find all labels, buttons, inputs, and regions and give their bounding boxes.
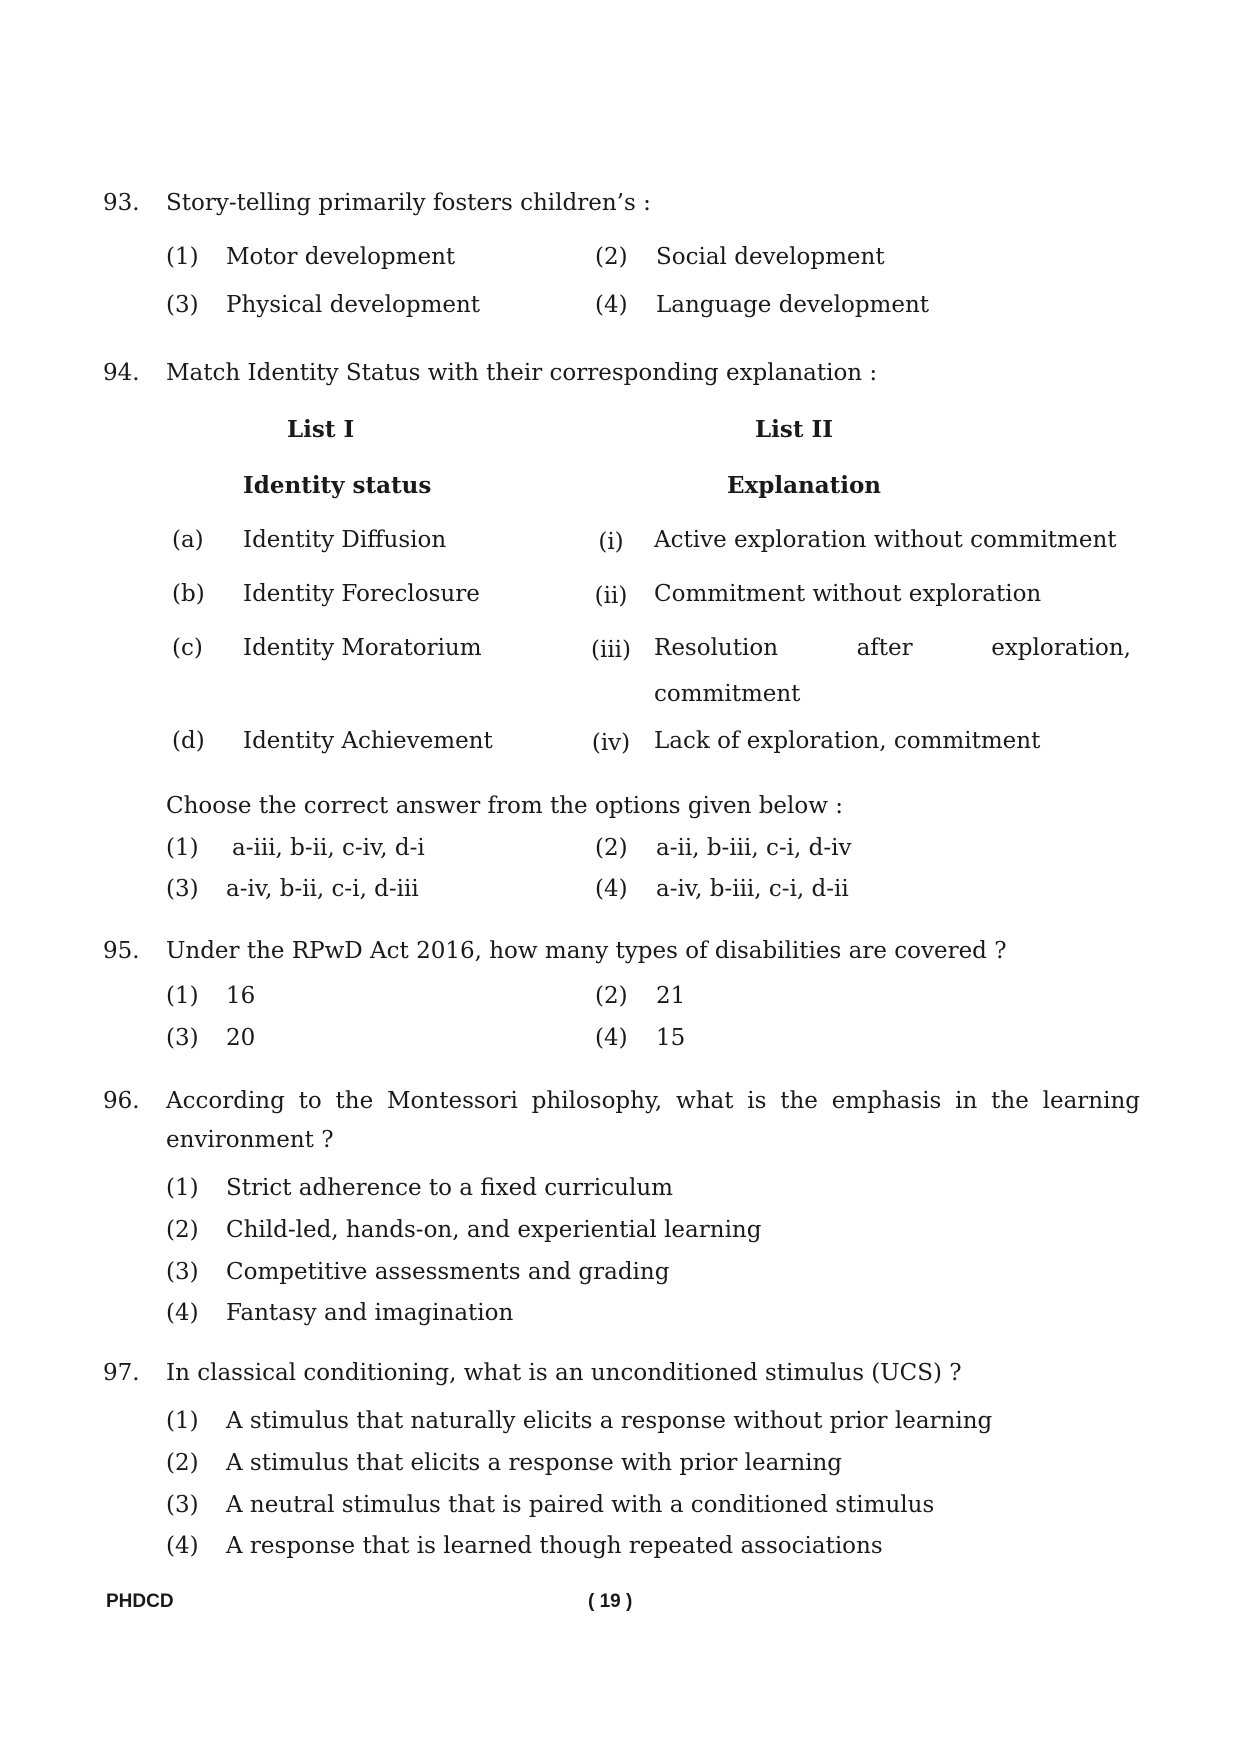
option-number: (2) (595, 983, 628, 1009)
option-number: (4) (595, 1025, 628, 1051)
option-text: 21 (656, 983, 686, 1009)
option-number: (2) (595, 835, 628, 861)
row-label: (c) (172, 635, 203, 661)
roman-numeral: (iii) (590, 637, 631, 663)
option-number: (3) (166, 292, 199, 318)
roman-numeral: (iv) (591, 730, 631, 756)
option-text: A response that is learned though repeated associations (226, 1533, 883, 1559)
list-2-explanation: Commitment without exploration (654, 581, 1042, 607)
list-2-explanation: Lack of exploration, commitment (654, 728, 1041, 754)
row-label: (d) (172, 728, 205, 754)
option-number: (2) (595, 244, 628, 270)
list-1-heading: Identity status (243, 472, 432, 499)
question-text: According to the Montessori philosophy, what is the emphasis in the learning (166, 1088, 1140, 1114)
option-number: (4) (595, 292, 628, 318)
option-number: (1) (166, 244, 199, 270)
option-number: (3) (166, 1025, 199, 1051)
option-text: Social development (656, 244, 885, 270)
option-text: a-iv, b-ii, c-i, d-iii (226, 876, 419, 902)
question-text: Story-telling primarily fosters children’s : (166, 190, 651, 216)
option-text: Competitive assessments and grading (226, 1259, 670, 1285)
option-number: (3) (166, 1492, 199, 1518)
choose-instruction: Choose the correct answer from the options given below : (166, 793, 843, 819)
option-number: (1) (166, 1408, 199, 1434)
list-1-title: List I (287, 416, 355, 443)
list-2-heading: Explanation (727, 472, 882, 499)
row-label: (b) (172, 581, 205, 607)
option-number: (1) (166, 835, 199, 861)
list-2-title: List II (755, 416, 834, 443)
option-text: a-ii, b-iii, c-i, d-iv (656, 835, 852, 861)
option-text: A neutral stimulus that is paired with a conditioned stimulus (226, 1492, 935, 1518)
option-number: (1) (166, 983, 199, 1009)
question-text: Under the RPwD Act 2016, how many types of disabilities are covered ? (166, 938, 1007, 964)
option-text: A stimulus that naturally elicits a response without prior learning (226, 1408, 993, 1434)
list-2-explanation-continued: commitment (654, 681, 801, 707)
page-number: ( 19 ) (588, 1591, 633, 1612)
question-number: 94. (103, 360, 140, 386)
option-text: 20 (226, 1025, 256, 1051)
list-2-explanation: Active exploration without commitment (654, 527, 1117, 553)
option-text: Motor development (226, 244, 456, 270)
option-number: (3) (166, 1259, 199, 1285)
question-text: In classical conditioning, what is an unconditioned stimulus (UCS) ? (166, 1360, 962, 1386)
option-text: a-iv, b-iii, c-i, d-ii (656, 876, 849, 902)
list-1-item: Identity Achievement (243, 728, 493, 754)
option-text: Strict adherence to a fixed curriculum (226, 1175, 673, 1201)
question-number: 96. (103, 1088, 140, 1114)
option-text: A stimulus that elicits a response with prior learning (226, 1450, 843, 1476)
option-number: (4) (166, 1533, 199, 1559)
question-number: 93. (103, 190, 140, 216)
option-text: Language development (656, 292, 930, 318)
roman-numeral: (ii) (594, 583, 628, 609)
question-number: 97. (103, 1360, 140, 1386)
option-text: 16 (226, 983, 256, 1009)
question-number: 95. (103, 938, 140, 964)
list-1-item: Identity Moratorium (243, 635, 482, 661)
option-number: (1) (166, 1175, 199, 1201)
roman-numeral: (i) (598, 529, 624, 555)
option-number: (4) (595, 876, 628, 902)
list-2-explanation: Resolution after exploration, (654, 635, 1131, 661)
option-number: (2) (166, 1450, 199, 1476)
option-text: Child-led, hands-on, and experiential learning (226, 1217, 762, 1243)
question-text: Match Identity Status with their corresponding explanation : (166, 360, 878, 386)
row-label: (a) (172, 527, 204, 553)
option-text: 15 (656, 1025, 686, 1051)
list-1-item: Identity Foreclosure (243, 581, 480, 607)
option-text: a-iii, b-ii, c-iv, d-i (232, 835, 425, 861)
option-number: (3) (166, 876, 199, 902)
list-1-item: Identity Diffusion (243, 527, 447, 553)
option-number: (2) (166, 1217, 199, 1243)
paper-code: PHDCD (106, 1591, 174, 1612)
option-text: Physical development (226, 292, 481, 318)
option-number: (4) (166, 1300, 199, 1326)
option-text: Fantasy and imagination (226, 1300, 514, 1326)
question-text-continued: environment ? (166, 1127, 334, 1153)
